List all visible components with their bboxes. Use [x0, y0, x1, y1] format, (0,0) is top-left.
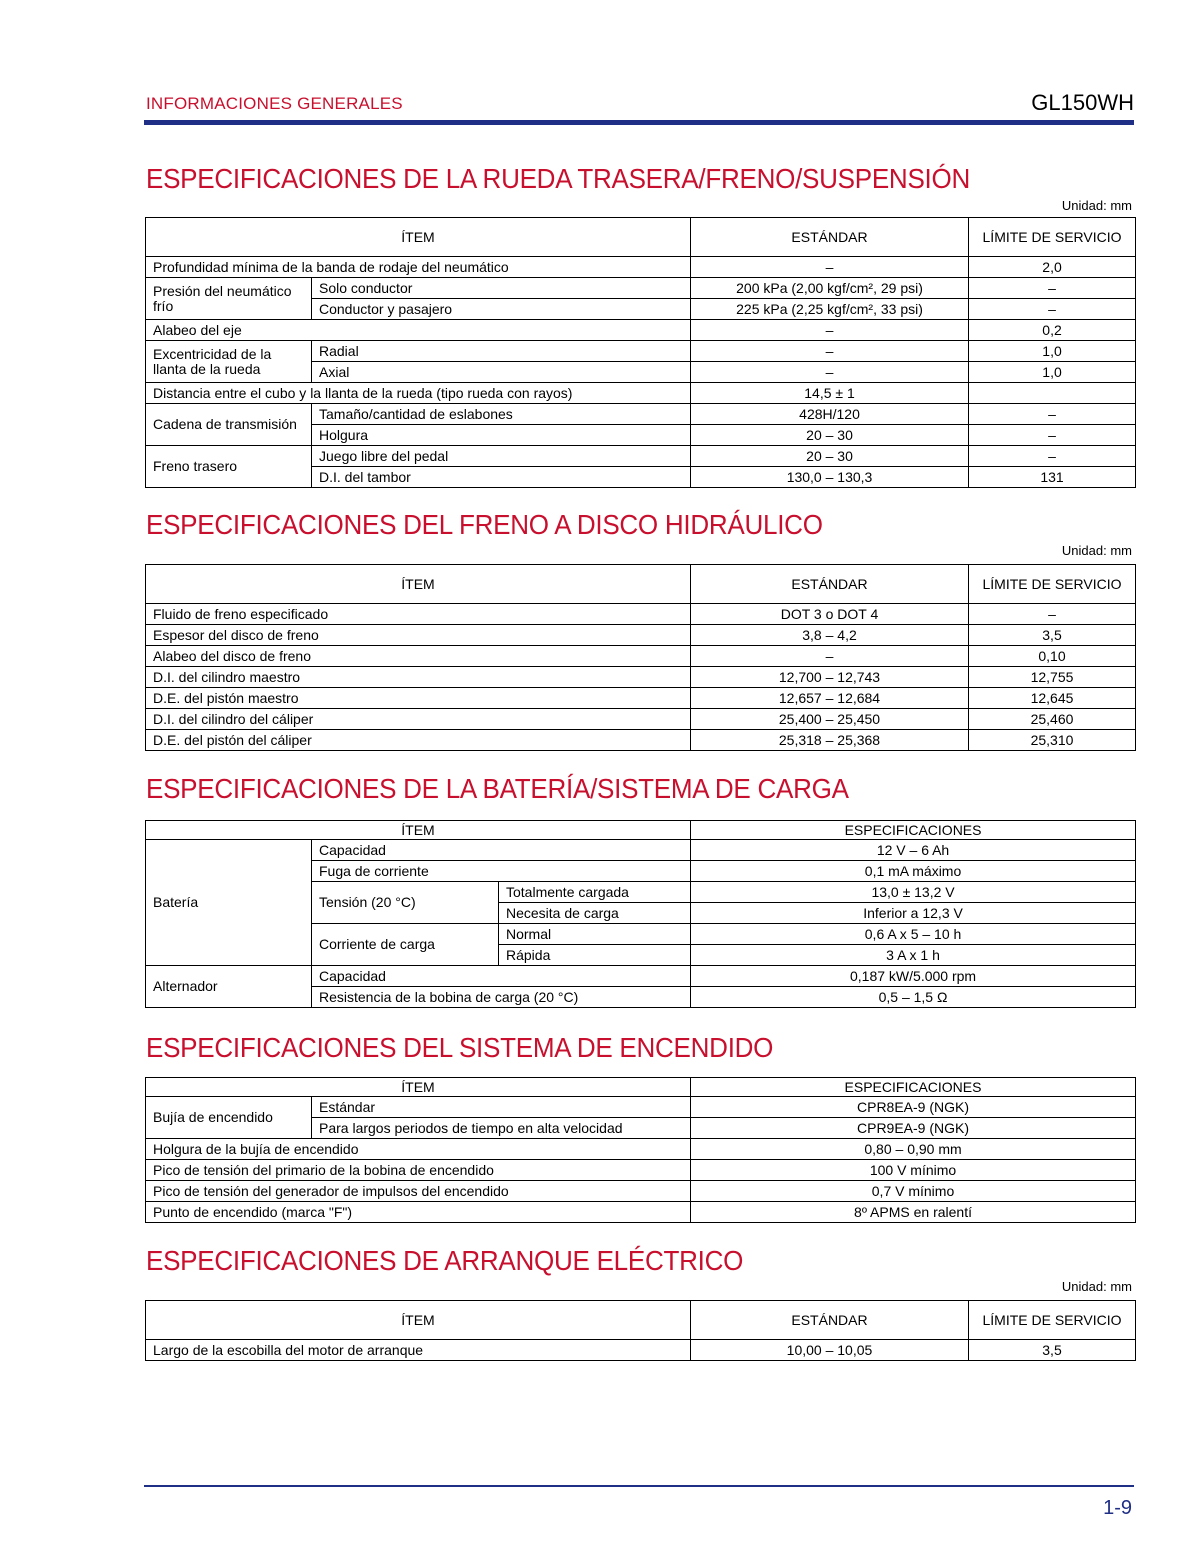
row-standard: 3,8 – 4,2 — [691, 625, 969, 646]
row-limit: 3,5 — [969, 1340, 1136, 1361]
row-limit: – — [969, 404, 1136, 425]
battery-table — [145, 820, 1136, 1008]
row-limit: 0,2 — [969, 320, 1136, 341]
row-item: Fluido de freno especificado — [146, 604, 691, 625]
row-standard: 14,5 ± 1 — [691, 383, 969, 404]
table-row — [146, 278, 1136, 299]
row-standard: 428H/120 — [691, 404, 969, 425]
table-row — [146, 320, 1136, 341]
row-item: Holgura de la bujía de encendido — [146, 1139, 691, 1160]
table-row — [146, 1139, 1136, 1160]
ignition-table — [145, 1077, 1136, 1223]
row-standard: – — [691, 646, 969, 667]
row-limit: – — [969, 446, 1136, 467]
header-section-name: INFORMACIONES GENERALES — [146, 94, 403, 113]
row-spec: 3 A x 1 h — [691, 945, 1136, 966]
row-item: D.E. del pistón del cáliper — [146, 730, 691, 751]
row-subitem: Corriente de carga — [312, 924, 499, 966]
col-header-standard: ESTÁNDAR — [691, 218, 969, 257]
row-subitem: Tensión (20 °C) — [312, 882, 499, 924]
row-item: Largo de la escobilla del motor de arranque — [146, 1340, 691, 1361]
row-standard: 12,700 – 12,743 — [691, 667, 969, 688]
row-limit: 25,310 — [969, 730, 1136, 751]
row-standard: 200 kPa (2,00 kgf/cm², 29 psi) — [691, 278, 969, 299]
unit-label: Unidad: mm — [1061, 198, 1132, 213]
row-limit: 1,0 — [969, 341, 1136, 362]
table-row — [146, 341, 1136, 362]
row-standard: 25,400 – 25,450 — [691, 709, 969, 730]
row-item: Distancia entre el cubo y la llanta de la rueda (tipo rueda con rayos) — [146, 383, 691, 404]
header-model-name: GL150WH — [1031, 90, 1134, 115]
row-spec: CPR9EA-9 (NGK) — [691, 1118, 1136, 1139]
row-subitem: Estándar — [312, 1097, 691, 1118]
table-row — [146, 730, 1136, 751]
row-limit: – — [969, 278, 1136, 299]
row-group: Excentricidad de la llanta de la rueda — [146, 341, 312, 383]
row-group: Presión del neumático frío — [146, 278, 312, 320]
disc-brake-table — [145, 564, 1136, 751]
row-subitem: D.I. del tambor — [312, 467, 691, 488]
row-spec: 0,1 mA máximo — [691, 861, 1136, 882]
row-limit: 25,460 — [969, 709, 1136, 730]
col-header-limit: LÍMITE DE SERVICIO — [969, 1301, 1136, 1340]
table-row — [146, 446, 1136, 467]
table-row — [146, 709, 1136, 730]
header-rule — [144, 120, 1134, 125]
table-row — [146, 383, 1136, 404]
row-condition: Totalmente cargada — [499, 882, 691, 903]
row-subitem: Conductor y pasajero — [312, 299, 691, 320]
row-group: Alternador — [146, 966, 312, 1008]
row-spec: 0,5 – 1,5 Ω — [691, 987, 1136, 1008]
table-row — [146, 688, 1136, 709]
row-item: Pico de tensión del primario de la bobina de encendido — [146, 1160, 691, 1181]
row-spec: 0,80 – 0,90 mm — [691, 1139, 1136, 1160]
row-group: Cadena de transmisión — [146, 404, 312, 446]
row-condition: Normal — [499, 924, 691, 945]
row-item: Alabeo del disco de freno — [146, 646, 691, 667]
col-header-limit: LÍMITE DE SERVICIO — [969, 565, 1136, 604]
row-item: Alabeo del eje — [146, 320, 691, 341]
row-standard: 25,318 – 25,368 — [691, 730, 969, 751]
table-header-row — [146, 1078, 1136, 1097]
row-limit: – — [969, 425, 1136, 446]
col-header-specs: ESPECIFICACIONES — [691, 821, 1136, 840]
row-subitem: Para largos periodos de tiempo en alta velocidad — [312, 1118, 691, 1139]
row-standard: – — [691, 320, 969, 341]
row-standard: 225 kPa (2,25 kgf/cm², 33 psi) — [691, 299, 969, 320]
table-row — [146, 404, 1136, 425]
col-header-standard: ESTÁNDAR — [691, 565, 969, 604]
table-row — [146, 667, 1136, 688]
table-header-row — [146, 821, 1136, 840]
row-subitem: Tamaño/cantidad de eslabones — [312, 404, 691, 425]
row-limit — [969, 383, 1136, 404]
row-standard: – — [691, 341, 969, 362]
row-standard: 12,657 – 12,684 — [691, 688, 969, 709]
row-item: D.I. del cilindro del cáliper — [146, 709, 691, 730]
col-header-item: ÍTEM — [146, 1078, 691, 1097]
col-header-item: ÍTEM — [146, 821, 691, 840]
row-subitem: Radial — [312, 341, 691, 362]
table-row — [146, 625, 1136, 646]
col-header-standard: ESTÁNDAR — [691, 1301, 969, 1340]
row-limit: 3,5 — [969, 625, 1136, 646]
battery-section-title: ESPECIFICACIONES DE LA BATERÍA/SISTEMA DE CARGA — [146, 773, 849, 804]
col-header-specs: ESPECIFICACIONES — [691, 1078, 1136, 1097]
row-item: Punto de encendido (marca "F") — [146, 1202, 691, 1223]
row-standard: 10,00 – 10,05 — [691, 1340, 969, 1361]
table-header-row — [146, 1301, 1136, 1340]
row-limit: 2,0 — [969, 257, 1136, 278]
row-group: Bujía de encendido — [146, 1097, 312, 1139]
row-limit: – — [969, 604, 1136, 625]
row-spec: 13,0 ± 13,2 V — [691, 882, 1136, 903]
row-standard: 20 – 30 — [691, 446, 969, 467]
rear-wheel-section-title: ESPECIFICACIONES DE LA RUEDA TRASERA/FRENO/SUSPENSIÓN — [146, 163, 971, 194]
row-item: Espesor del disco de freno — [146, 625, 691, 646]
row-spec: Inferior a 12,3 V — [691, 903, 1136, 924]
table-row — [146, 646, 1136, 667]
disc-brake-section-title: ESPECIFICACIONES DEL FRENO A DISCO HIDRÁULICO — [146, 509, 823, 540]
row-condition: Rápida — [499, 945, 691, 966]
row-limit: 12,645 — [969, 688, 1136, 709]
row-standard: 20 – 30 — [691, 425, 969, 446]
row-standard: – — [691, 257, 969, 278]
row-subitem: Axial — [312, 362, 691, 383]
table-row — [146, 1340, 1136, 1361]
row-limit: 1,0 — [969, 362, 1136, 383]
row-spec: 8º APMS en ralentí — [691, 1202, 1136, 1223]
table-row — [146, 1202, 1136, 1223]
unit-label: Unidad: mm — [1061, 1279, 1132, 1294]
col-header-item: ÍTEM — [146, 1301, 691, 1340]
row-limit: – — [969, 299, 1136, 320]
rear-wheel-table — [145, 217, 1136, 488]
row-spec: 100 V mínimo — [691, 1160, 1136, 1181]
row-limit: 12,755 — [969, 667, 1136, 688]
table-row — [146, 1160, 1136, 1181]
row-spec: 0,6 A x 5 – 10 h — [691, 924, 1136, 945]
unit-label: Unidad: mm — [1061, 543, 1132, 558]
row-subitem: Juego libre del pedal — [312, 446, 691, 467]
col-header-limit: LÍMITE DE SERVICIO — [969, 218, 1136, 257]
row-standard: 130,0 – 130,3 — [691, 467, 969, 488]
table-row — [146, 257, 1136, 278]
row-standard: DOT 3 o DOT 4 — [691, 604, 969, 625]
table-row — [146, 1181, 1136, 1202]
table-row — [146, 604, 1136, 625]
ignition-section-title: ESPECIFICACIONES DEL SISTEMA DE ENCENDIDO — [146, 1032, 774, 1063]
row-group: Freno trasero — [146, 446, 312, 488]
page-number: 1-9 — [1103, 1497, 1132, 1519]
col-header-item: ÍTEM — [146, 565, 691, 604]
table-row — [146, 966, 1136, 987]
row-subitem: Capacidad — [312, 966, 691, 987]
row-spec: CPR8EA-9 (NGK) — [691, 1097, 1136, 1118]
row-item: Pico de tensión del generador de impulsos del encendido — [146, 1181, 691, 1202]
row-limit: 0,10 — [969, 646, 1136, 667]
table-row — [146, 840, 1136, 861]
row-group: Batería — [146, 840, 312, 966]
row-subitem: Capacidad — [312, 840, 691, 861]
row-item: D.E. del pistón maestro — [146, 688, 691, 709]
table-header-row — [146, 565, 1136, 604]
row-limit: 131 — [969, 467, 1136, 488]
row-subitem: Solo conductor — [312, 278, 691, 299]
row-spec: 0,7 V mínimo — [691, 1181, 1136, 1202]
row-standard: – — [691, 362, 969, 383]
col-header-item: ÍTEM — [146, 218, 691, 257]
starter-table — [145, 1300, 1136, 1361]
row-subitem: Holgura — [312, 425, 691, 446]
table-row — [146, 1097, 1136, 1118]
footer-rule — [144, 1485, 1134, 1487]
row-condition: Necesita de carga — [499, 903, 691, 924]
row-subitem: Resistencia de la bobina de carga (20 °C) — [312, 987, 691, 1008]
row-spec: 0,187 kW/5.000 rpm — [691, 966, 1136, 987]
starter-section-title: ESPECIFICACIONES DE ARRANQUE ELÉCTRICO — [146, 1245, 744, 1276]
row-item: D.I. del cilindro maestro — [146, 667, 691, 688]
row-subitem: Fuga de corriente — [312, 861, 691, 882]
row-item: Profundidad mínima de la banda de rodaje del neumático — [146, 257, 691, 278]
row-spec: 12 V – 6 Ah — [691, 840, 1136, 861]
table-header-row — [146, 218, 1136, 257]
